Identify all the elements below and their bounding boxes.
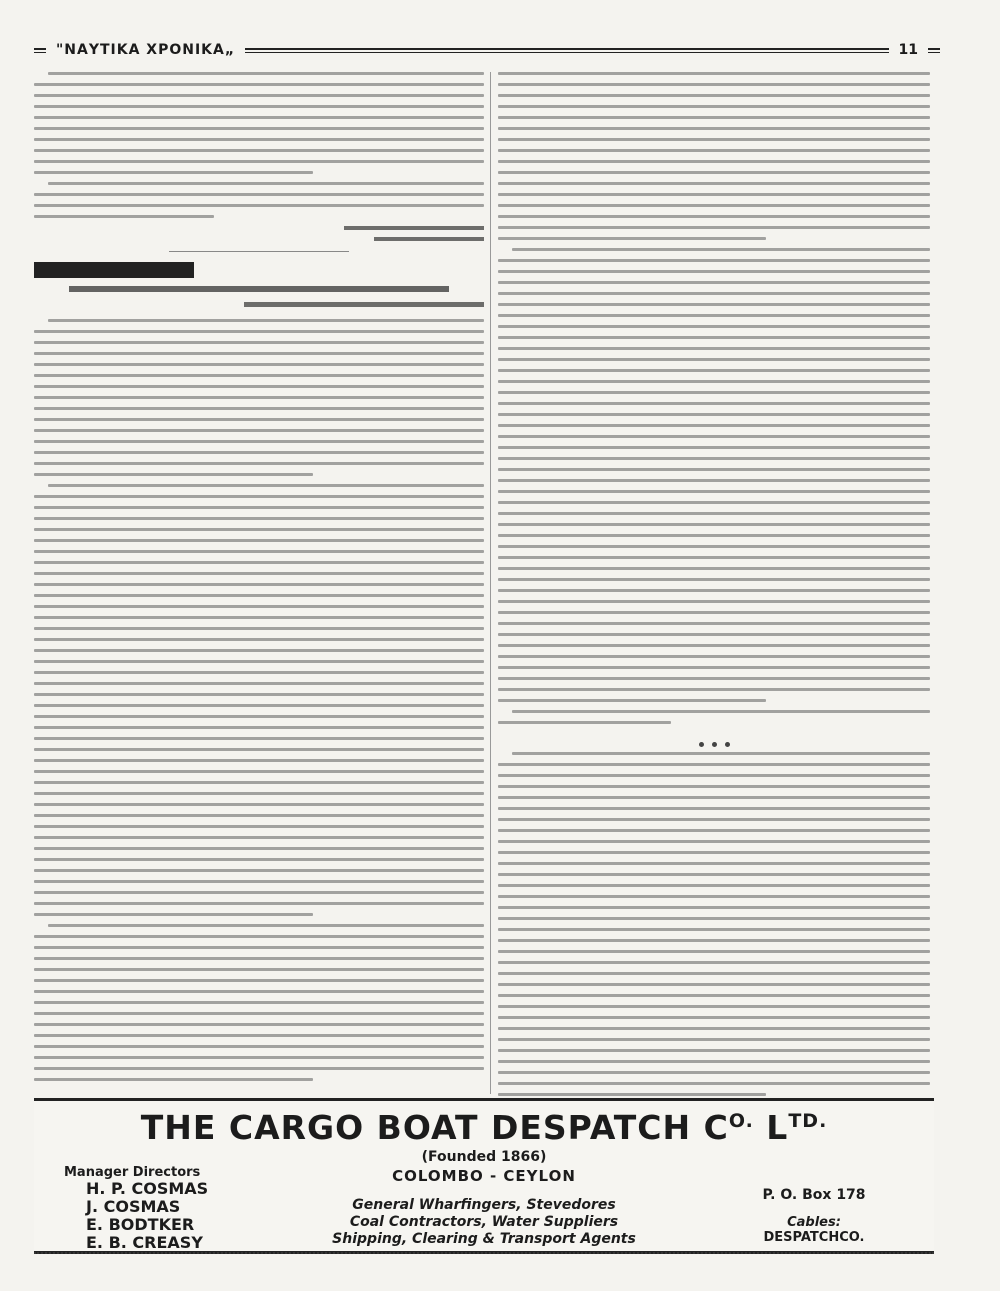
services-list: [284, 1197, 684, 1248]
article-paragraph: [34, 182, 484, 218]
article-paragraph: [34, 924, 484, 1081]
page-header: [34, 38, 940, 62]
service-line: General Wharfingers, Stevedores: [352, 1197, 616, 1213]
article-paragraph: [34, 72, 484, 174]
column-divider: [490, 72, 491, 1094]
advertiser-location: COLOMBO - CEYLON: [392, 1167, 576, 1185]
cables-label: Cables:: [787, 1215, 841, 1230]
service-line: Coal Contractors, Water Suppliers: [349, 1214, 619, 1230]
contact-info: [724, 1187, 904, 1245]
article-paragraph: [498, 72, 930, 240]
manager-directors: [64, 1165, 264, 1252]
manager-name: E. BODTKER: [86, 1215, 195, 1234]
article-heading: [69, 286, 449, 292]
managers-heading: Manager Directors: [64, 1165, 201, 1180]
service-line: Shipping, Clearing & Transport Agents: [332, 1231, 636, 1247]
manager-name: J. COSMAS: [86, 1197, 181, 1216]
header-rule-left: [34, 48, 46, 53]
manager-name: E. B. CREASY: [86, 1233, 203, 1252]
cargo-boat-despatch-advertisement: [34, 1098, 934, 1254]
cable-address: DESPATCHCO.: [763, 1230, 865, 1245]
right-column: [498, 72, 930, 1137]
article-paragraph: [34, 319, 484, 476]
article-signature: [34, 226, 484, 241]
founded-year: (Founded 1866): [421, 1149, 547, 1165]
header-rule-right: [928, 48, 940, 53]
article-paragraph: [498, 710, 930, 724]
po-box: P. O. Box 178: [762, 1187, 866, 1203]
article-separator: [169, 251, 349, 252]
article-paragraph: [34, 484, 484, 916]
header-rule-middle: [245, 48, 888, 53]
article-paragraph: [498, 752, 930, 1096]
section-break-asterisks: [498, 732, 930, 742]
publication-title: "ΝΑΥΤΙΚΑ ΧΡΟΝΙΚΑ„: [56, 42, 236, 58]
manager-name: H. P. COSMAS: [86, 1179, 209, 1198]
ad-bottom-border: [34, 1252, 934, 1254]
article-subheading: [244, 302, 484, 307]
page-number: 11: [898, 42, 918, 58]
article-paragraph: [498, 248, 930, 702]
left-column: [34, 72, 484, 1089]
section-heading: [34, 262, 484, 278]
advertiser-name: THE CARGO BOAT DESPATCH $C^{O.}$ $L^{TD.}$: [140, 1108, 828, 1147]
